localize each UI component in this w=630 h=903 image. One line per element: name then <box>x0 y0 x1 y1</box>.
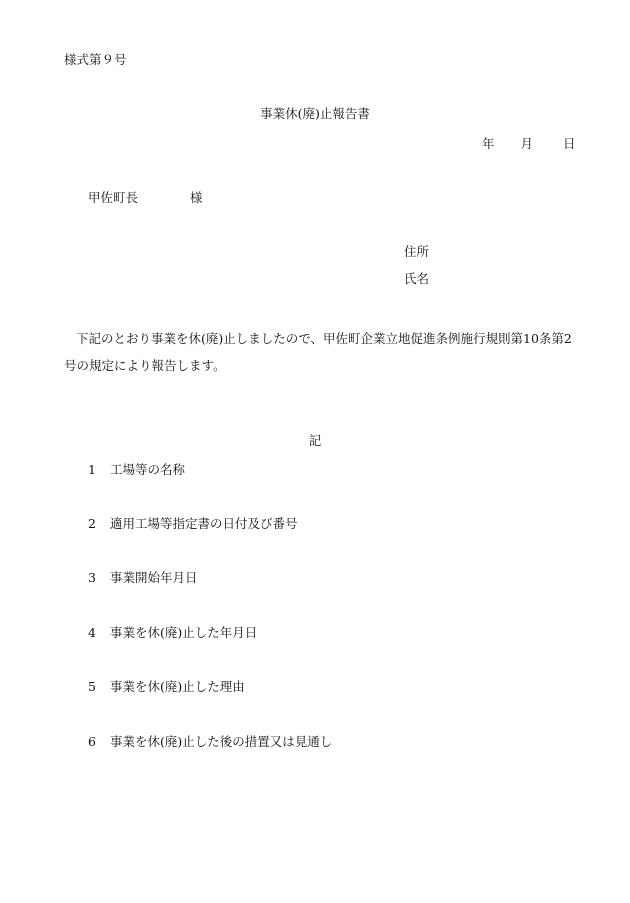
list-item <box>88 516 298 532</box>
list-item <box>88 462 185 478</box>
date-day-label: 日 <box>563 136 576 151</box>
addressee-honorific: 様 <box>190 190 203 205</box>
item-label: 事業を休(廃)止した後の措置又は見通し <box>109 734 333 749</box>
applicant-name-label: 氏名 <box>404 271 430 286</box>
date-line <box>482 136 576 152</box>
body-paragraph: 下記のとおり事業を休(廃)止しましたので、甲佐町企業立地促進条例施行規則第10条第2号の規定により報告します。 <box>64 331 572 373</box>
list-item <box>88 570 198 586</box>
item-number: 2 <box>88 516 96 531</box>
note-heading: 記 <box>308 433 322 448</box>
date-year-label: 年 <box>482 136 495 151</box>
addressee <box>88 190 203 206</box>
list-item <box>88 625 257 641</box>
list-item <box>88 679 245 695</box>
item-label: 事業を休(廃)止した年月日 <box>109 625 258 640</box>
addressee-name: 甲佐町長 <box>88 190 139 205</box>
item-label: 工場等の名称 <box>109 462 185 477</box>
list-item <box>88 734 332 750</box>
applicant-address-label: 住所 <box>404 244 430 259</box>
form-number: 様式第９号 <box>64 52 127 67</box>
item-number: 1 <box>88 462 96 477</box>
item-label: 事業を休(廃)止した理由 <box>109 679 245 694</box>
item-number: 4 <box>88 625 96 640</box>
document-title: 事業休(廃)止報告書 <box>260 106 370 121</box>
item-label: 事業開始年月日 <box>109 570 198 585</box>
date-month-label: 月 <box>520 136 534 151</box>
item-number: 5 <box>88 679 96 694</box>
item-number: 3 <box>88 570 96 585</box>
item-number: 6 <box>88 734 96 749</box>
item-label: 適用工場等指定書の日付及び番号 <box>109 516 298 531</box>
